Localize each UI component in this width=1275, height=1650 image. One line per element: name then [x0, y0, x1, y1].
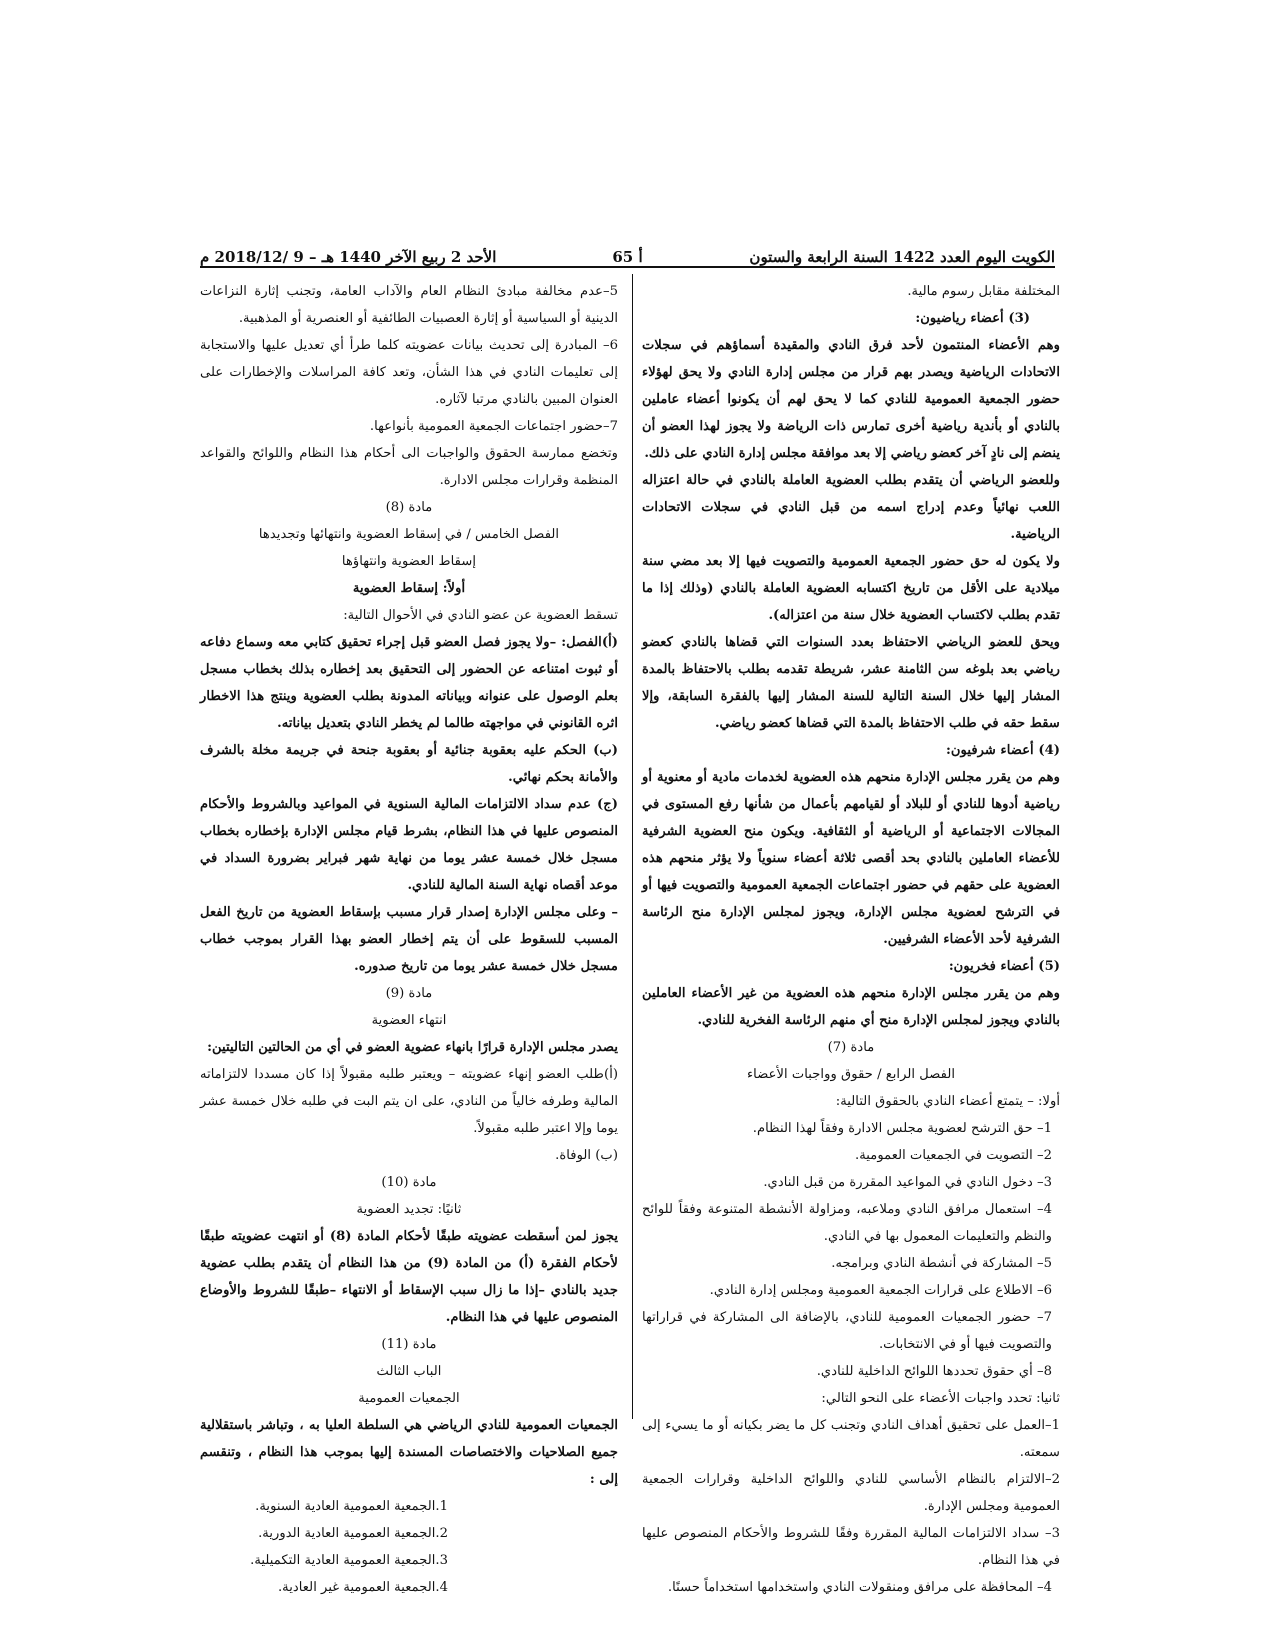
section-title: انتهاء العضوية	[371, 1013, 447, 1028]
list-item: 3.الجمعية العمومية العادية التكميلية.	[250, 1553, 448, 1568]
paragraph: (ب) الوفاة.	[555, 1148, 618, 1163]
paragraph: وهم من يقرر مجلس الإدارة منحهم هذه العضوية من غير الأعضاء العاملين بالنادي ويجوز لمجلس الإدارة منح أي منهم الرئاسة الفخرية للنادي.	[642, 986, 1060, 1028]
paragraph: وهم الأعضاء المنتمون لأحد فرق النادي والمقيدة أسماؤهم في سجلات الاتحادات الرياضية ويصدر بهم قرار من مجلس إدارة النادي ولا يحق لهؤلاء حضور الجمعية العمومية للنادي كما لا يحق لهم أن يكونوا أعضاء عاملين بالنادي أو بأندية رياضية أخرى تمارس ذات الرياضة ولا يجوز لهذا العضو أن ينضم إلى نادٍ آخر كعضو رياضي إلا بعد موافقة مجلس إدارة النادي على ذلك.	[642, 338, 1060, 461]
paragraph: وللعضو الرياضي أن يتقدم بطلب العضوية العاملة بالنادي في حالة اعتزاله اللعب نهائياً وعدم إدراج اسمه من قبل النادي في سجلات الاتحادات الرياضية.	[642, 473, 1060, 542]
section-title: أولاً: إسقاط العضوية	[352, 581, 466, 596]
header-page-number: أ 65	[612, 248, 643, 266]
list-item: 4– استعمال مرافق النادي وملاعبه، ومزاولة الأنشطة المتنوعة وفقاً للوائح والنظم والتعليمات المعمول بها في النادي.	[642, 1202, 1052, 1244]
article-number: مادة (11)	[381, 1337, 437, 1352]
subheading: (4) أعضاء شرفيون:	[945, 743, 1060, 758]
list-item: 1– حق الترشح لعضوية مجلس الادارة وفقاً لهذا النظام.	[752, 1121, 1052, 1136]
paragraph: وهم من يقرر مجلس الإدارة منحهم هذه العضوية لخدمات مادية أو معنوية أو رياضية أدوها للنادي أو للبلاد أو لقيامهم بأعمال من شأنها رفع المستوى في المجالات الاجتماعية أو الرياضية أو الثقافية. ويكون منح العضوية الشرفية للأعضاء العاملين بالنادي بحد أقصى ثلاثة أعضاء سنوياً ولا يؤثر منحهم هذه العضوية على حقهم في حضور اجتماعات الجمعية العمومية والتصويت فيها أو في الترشح لعضوية مجلس الإدارة، ويجوز لمجلس الإدارة منح الرئاسة الشرفية لأحد الأعضاء الشرفيين.	[642, 770, 1061, 947]
part-title: الباب الثالث	[376, 1364, 442, 1379]
list-item: 5– المشاركة في أنشطة النادي وبرامجه.	[831, 1256, 1052, 1271]
list-item: 6– المبادرة إلى تحديث بيانات عضويته كلما طرأ أي تعديل عليها والاستجابة إلى تعليمات النادي في هذا الشأن، وتعد كافة المراسلات والإخطارات على العنوان المبين بالنادي مرتبا لآثاره.	[200, 338, 618, 407]
paragraph: يصدر مجلس الإدارة قرارًا بانهاء عضوية العضو في أي من الحالتين التاليتين:	[207, 1040, 618, 1055]
list-item: 8– أي حقوق تحددها اللوائح الداخلية للنادي.	[816, 1364, 1052, 1379]
paragraph: (ج) عدم سداد الالتزامات المالية السنوية في المواعيد وبالشروط والأحكام المنصوص عليها في هذا النظام، بشرط قيام مجلس الإدارة بإخطاره بخطاب مسجل خلال خمسة عشر يوما من نهاية شهر فبراير بضرورة السداد في موعد أقصاه نهاية السنة المالية للنادي.	[200, 797, 618, 893]
left-column	[200, 278, 618, 1601]
paragraph: يجوز لمن أسقطت عضويته طبقًا لأحكام المادة (8) أو انتهت عضويته طبقًا لأحكام الفقرة (أ) من المادة (9) من هذا النظام أن يتقدم بطلب عضوية جديد بالنادي –إذا ما زال سبب الإسقاط أو الانتهاء –طبقًا للشروط والأوضاع المنصوص عليها في هذا النظام.	[200, 1229, 618, 1325]
section-title: ثانيًا: تجديد العضوية	[356, 1202, 462, 1217]
paragraph: (ب) الحكم عليه بعقوبة جنائية أو بعقوبة جنحة في جريمة مخلة بالشرف والأمانة بحكم نهائي.	[200, 743, 618, 785]
article-number: مادة (8)	[385, 500, 433, 515]
list-item: 3– سداد الالتزامات المالية المقررة وفقًا للشروط والأحكام المنصوص عليها في هذا النظام.	[642, 1526, 1060, 1568]
list-item: 5–عدم مخالفة مبادئ النظام العام والآداب العامة، وتجنب إثارة النزاعات الدينية أو السياسية أو إثارة العصبيات الطائفية أو العنصرية أو المذهبية.	[200, 284, 618, 326]
subheading: (3) أعضاء رياضيون:	[915, 311, 1030, 326]
section-title: إسقاط العضوية وانتهاؤها	[341, 554, 477, 569]
list-item: 4– المحافظة على مرافق ومنقولات النادي واستخدامها استخداماً حسنًا.	[667, 1580, 1052, 1595]
list-item: 4.الجمعية العمومية غير العادية.	[277, 1580, 448, 1595]
header-date: الأحد 2 ربيع الآخر 1440 هـ – 9 /2018/12 م	[200, 248, 497, 266]
paragraph: أولا: – يتمتع أعضاء النادي بالحقوق التالية:	[835, 1094, 1060, 1109]
list-item: 6– الاطلاع على قرارات الجمعية العمومية ومجلس إدارة النادي.	[709, 1283, 1052, 1298]
article-number: مادة (7)	[827, 1040, 875, 1055]
paragraph: – وعلى مجلس الإدارة إصدار قرار مسبب بإسقاط العضوية من تاريخ الفعل المسبب للسقوط على أن يتم إخطار العضو بهذا القرار بموجب خطاب مسجل خلال خمسة عشر يوما من تاريخ صدوره.	[200, 905, 618, 974]
list-item: 7–حضور اجتماعات الجمعية العمومية بأنواعها.	[369, 419, 618, 434]
paragraph: (أ)الفصل: –ولا يجوز فصل العضو قبل إجراء تحقيق كتابي معه وسماع دفاعه أو ثبوت امتناعه عن الحضور إلى التحقيق بعد إخطاره بذلك بخطاب مسجل بعلم الوصول على عنوانه وبياناته المدونة بطلب العضوية وينتج هذا الاخطار اثره القانوني في مواجهته طالما لم يخطر النادي بتعديل بياناته.	[200, 635, 618, 731]
list-item: 2–الالتزام بالنظام الأساسي للنادي واللوائح الداخلية وقرارات الجمعية العمومية ومجلس الإدارة.	[642, 1472, 1060, 1514]
column-divider	[632, 274, 633, 1419]
article-number: مادة (10)	[381, 1175, 437, 1190]
list-item: 2.الجمعية العمومية العادية الدورية.	[258, 1526, 448, 1541]
paragraph: ثانيا: تحدد واجبات الأعضاء على النحو التالي:	[821, 1391, 1060, 1406]
right-column	[642, 278, 1060, 1601]
article-number: مادة (9)	[385, 986, 433, 1001]
chapter-title: الفصل الخامس / في إسقاط العضوية وانتهائها وتجديدها	[258, 527, 560, 542]
page-header	[200, 240, 1055, 268]
header-issue: الكويت اليوم العدد 1422 السنة الرابعة والستون	[749, 248, 1055, 266]
subheading: (5) أعضاء فخريون:	[948, 959, 1060, 974]
paragraph: المختلفة مقابل رسوم مالية.	[907, 284, 1060, 299]
paragraph: (أ)طلب العضو إنهاء عضويته – ويعتبر طلبه مقبولاً إذا كان مسددا لالتزاماته المالية وطرفه خالياً من النادي، على ان يتم البت في طلبه خلال خمسة عشر يوما وإلا اعتبر طلبه مقبولاً.	[200, 1067, 618, 1136]
paragraph: الجمعيات العمومية للنادي الرياضي هي السلطة العليا به ، وتباشر باستقلالية جميع الصلاحيات والاختصاصات المسندة إليها بموجب هذا النظام ، وتنقسم إلى :	[200, 1418, 618, 1487]
paragraph: ويحق للعضو الرياضي الاحتفاظ بعدد السنوات التي قضاها بالنادي كعضو رياضي بعد بلوغه سن الثامنة عشر، شريطة تقدمه بطلب بالاحتفاظ بالمدة المشار إليها خلال السنة التالية للسنة المشار إليها بالفقرة السابقة، وإلا سقط حقه في طلب الاحتفاظ بالمدة التي قضاها كعضو رياضي.	[642, 635, 1060, 731]
chapter-title: الفصل الرابع / حقوق وواجبات الأعضاء	[746, 1067, 956, 1082]
list-item: 2– التصويت في الجمعيات العمومية.	[855, 1148, 1052, 1163]
list-item: 7– حضور الجمعيات العمومية للنادي، بالإضافة الى المشاركة في قراراتها والتصويت فيها أو في الانتخابات.	[642, 1310, 1052, 1352]
paragraph: ولا يكون له حق حضور الجمعية العمومية والتصويت فيها إلا بعد مضي سنة ميلادية على الأقل من تاريخ اكتسابه العضوية العاملة بالنادي (وذلك إذا ما تقدم بطلب لاكتساب العضوية خلال سنة من اعتزاله).	[642, 554, 1060, 623]
list-item: 3– دخول النادي في المواعيد المقررة من قبل النادي.	[763, 1175, 1052, 1190]
list-item: 1.الجمعية العمومية العادية السنوية.	[255, 1499, 448, 1514]
part-subtitle: الجمعيات العمومية	[358, 1391, 460, 1406]
list-item: 1–العمل على تحقيق أهداف النادي وتجنب كل ما يضر بكيانه أو ما يسيء إلى سمعته.	[642, 1418, 1060, 1460]
paragraph: تسقط العضوية عن عضو النادي في الأحوال التالية:	[343, 608, 618, 623]
paragraph: وتخضع ممارسة الحقوق والواجبات الى أحكام هذا النظام واللوائح والقواعد المنظمة وقرارات مجلس الادارة.	[200, 446, 618, 488]
